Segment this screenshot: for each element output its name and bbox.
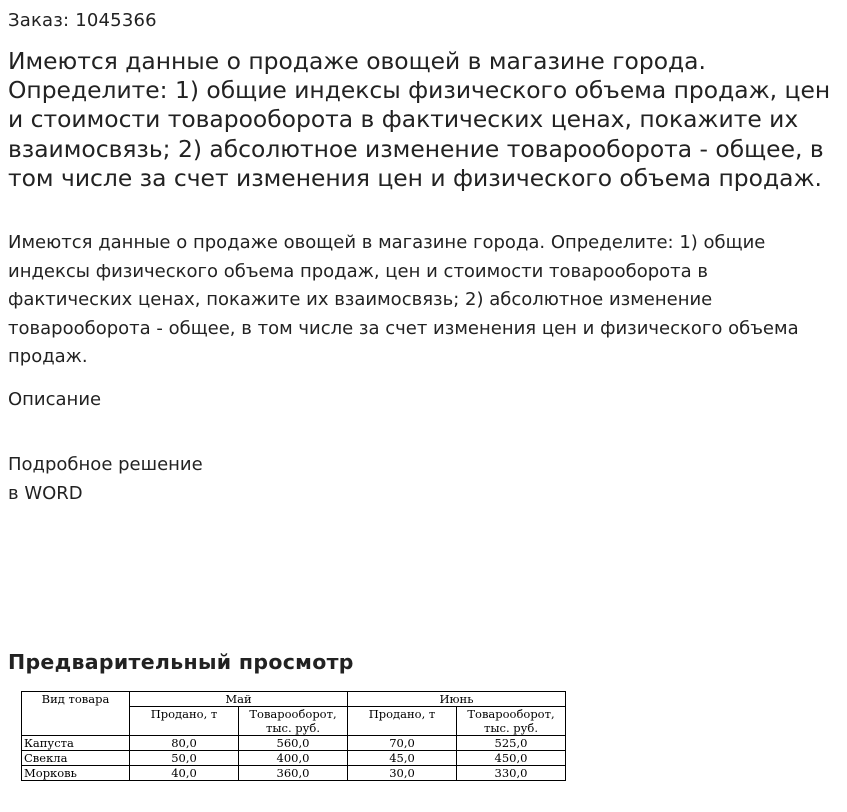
header-june-turnover: Товарооборот, тыс. руб. [457, 707, 566, 736]
task-title: Имеются данные о продаже овощей в магазине города. Определите: 1) общие индексы физического объема продаж, цен и стоимости товарооборота в фактических ценах, покажите их взаимосвязь; 2) абсолютное изменение товарооборота - общее, в том числе за счет изменения цен и физического объема продаж. [8, 47, 831, 192]
table-header-row [22, 692, 566, 707]
header-period-june: Июнь [348, 692, 566, 707]
cell-june-sold: 30,0 [348, 766, 457, 781]
cell-june-turnover: 525,0 [457, 736, 566, 751]
solution-line-1: Подробное решение [8, 454, 203, 475]
table-row [22, 766, 566, 781]
solution-format [8, 450, 203, 508]
cell-may-turnover: 560,0 [239, 736, 348, 751]
solution-line-2: в WORD [8, 483, 83, 504]
cell-may-sold: 80,0 [130, 736, 239, 751]
header-may-turnover: Товарооборот, тыс. руб. [239, 707, 348, 736]
table-row [22, 751, 566, 766]
table-row [22, 736, 566, 751]
row-name: Капуста [22, 736, 130, 751]
row-name: Морковь [22, 766, 130, 781]
cell-june-sold: 70,0 [348, 736, 457, 751]
preview-table-image [21, 691, 566, 781]
preview-heading: Предварительный просмотр [8, 650, 354, 674]
cell-may-sold: 40,0 [130, 766, 239, 781]
row-name: Свекла [22, 751, 130, 766]
cell-may-turnover: 400,0 [239, 751, 348, 766]
cell-may-sold: 50,0 [130, 751, 239, 766]
task-text: Имеются данные о продаже овощей в магазине города. Определите: 1) общие индексы физического объема продаж, цен и стоимости товарооборота в фактических ценах, покажите их взаимосвязь; 2) абсолютное изменение товарооборота - общее, в том числе за счет изменения цен и физического объема продаж. [8, 232, 799, 368]
header-june-sold: Продано, т [348, 707, 457, 736]
header-may-sold: Продано, т [130, 707, 239, 736]
cell-june-turnover: 330,0 [457, 766, 566, 781]
order-number: Заказ: 1045366 [8, 10, 157, 31]
header-period-may: Май [130, 692, 348, 707]
header-item: Вид товара [22, 692, 130, 736]
sales-table [21, 691, 566, 781]
cell-june-sold: 45,0 [348, 751, 457, 766]
cell-may-turnover: 360,0 [239, 766, 348, 781]
cell-june-turnover: 450,0 [457, 751, 566, 766]
description-label: Описание [8, 389, 102, 410]
